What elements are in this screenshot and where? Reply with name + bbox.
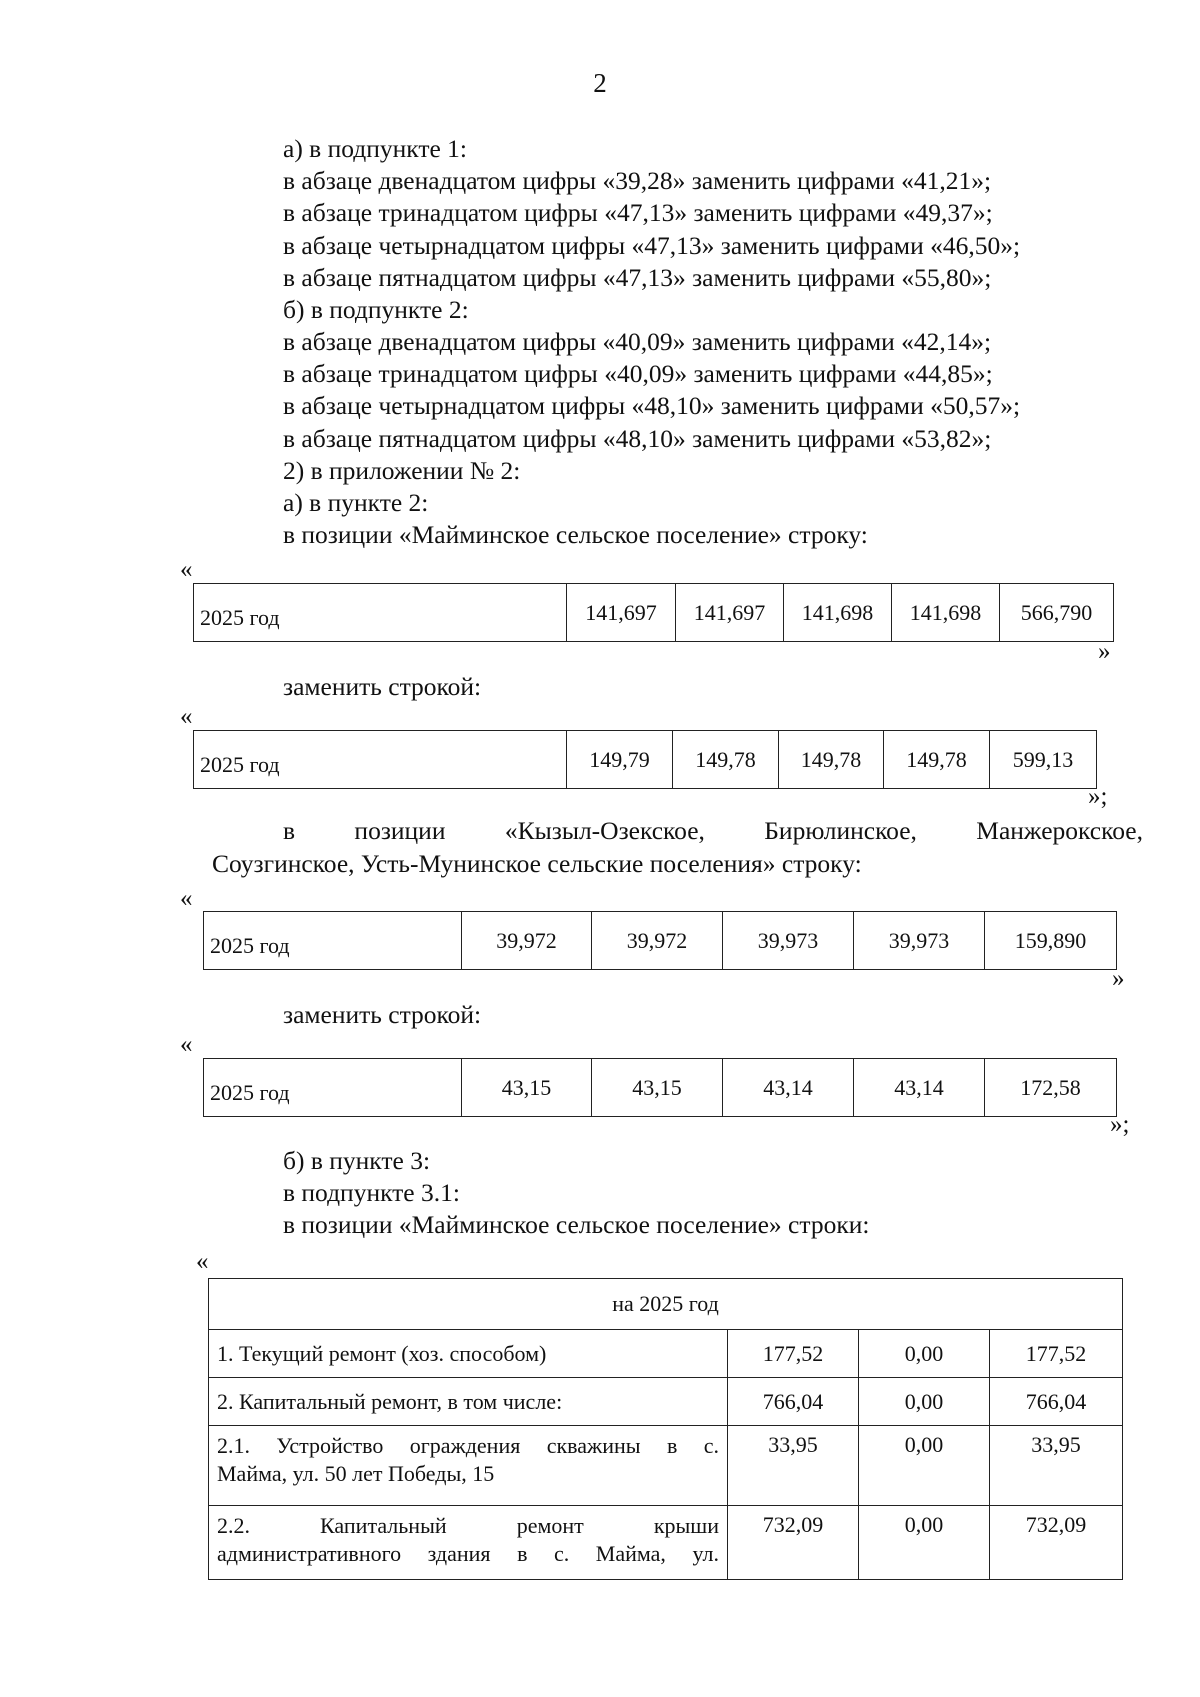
row-name-line: Майма, ул. 50 лет Победы, 15 xyxy=(217,1461,495,1486)
quote-open: « xyxy=(180,885,193,912)
value-cell: 141,698 xyxy=(784,584,892,642)
value-cell: 39,972 xyxy=(592,912,723,970)
paragraph-line: в абзаце двенадцатом цифры «40,09» заменить цифрами «42,14»; xyxy=(283,327,992,356)
quote-close: » xyxy=(1112,965,1125,992)
row-name-line: 2.2. Капитальный ремонт крыши xyxy=(217,1513,719,1538)
paragraph-b-item-3: б) в пункте 3: xyxy=(283,1146,431,1175)
year-cell: 2025 год xyxy=(204,1059,462,1117)
replace-with-label: заменить строкой: xyxy=(283,672,482,701)
paragraph-position-maiminskoe: в позиции «Майминское сельское поселение» строку: xyxy=(283,520,868,549)
value-cell: 141,697 xyxy=(676,584,784,642)
value-cell: 43,15 xyxy=(592,1059,723,1117)
total-cell: 566,790 xyxy=(1000,584,1114,642)
word: «Кызыл-Озекское, xyxy=(504,816,705,845)
quote-open: « xyxy=(180,556,193,583)
row-table-new-settlements xyxy=(203,1058,1117,1117)
word: Манжерокское, xyxy=(976,816,1143,845)
value-cell: 39,973 xyxy=(854,912,985,970)
row-table-old-settlements xyxy=(203,911,1117,970)
quote-open: « xyxy=(180,703,193,730)
table-row xyxy=(194,584,1114,642)
table-row xyxy=(204,912,1117,970)
value-cell: 43,14 xyxy=(854,1059,985,1117)
value-cell: 39,973 xyxy=(723,912,854,970)
value-cell: 0,00 xyxy=(859,1330,990,1378)
word: позиции xyxy=(354,816,446,845)
value-cell: 177,52 xyxy=(728,1330,859,1378)
paragraph-appendix-2: 2) в приложении № 2: xyxy=(283,456,521,485)
total-cell: 599,13 xyxy=(990,731,1097,789)
value-cell: 39,972 xyxy=(462,912,592,970)
year-cell: 2025 год xyxy=(204,912,462,970)
year-cell: 2025 год xyxy=(194,584,567,642)
row-table-new-maiminskoe xyxy=(193,730,1097,789)
paragraph-line: в абзаце пятнадцатом цифры «48,10» заменить цифрами «53,82»; xyxy=(283,424,992,453)
table-header-cell: на 2025 год xyxy=(209,1279,1123,1330)
paragraph-line: в абзаце тринадцатом цифры «40,09» заменить цифрами «44,85»; xyxy=(283,359,993,388)
value-cell: 141,697 xyxy=(567,584,676,642)
paragraph-a-subitem-1: а) в подпункте 1: xyxy=(283,134,468,163)
table-row xyxy=(209,1506,1123,1580)
value-cell: 149,78 xyxy=(884,731,990,789)
value-cell: 149,79 xyxy=(567,731,673,789)
row-name-cell: 1. Текущий ремонт (хоз. способом) xyxy=(209,1330,728,1378)
value-cell: 766,04 xyxy=(728,1378,859,1426)
total-cell: 159,890 xyxy=(985,912,1117,970)
value-cell: 177,52 xyxy=(990,1330,1123,1378)
paragraph-line: в абзаце четырнадцатом цифры «48,10» заменить цифрами «50,57»; xyxy=(283,391,1021,420)
value-cell: 33,95 xyxy=(728,1426,859,1506)
paragraph-position-maiminskoe-rows: в позиции «Майминское сельское поселение» строки: xyxy=(283,1210,870,1239)
value-cell: 0,00 xyxy=(859,1426,990,1506)
quote-open: « xyxy=(196,1248,209,1275)
row-name-line: 2.1. Устройство ограждения скважины в с. xyxy=(217,1433,719,1458)
row-name-cell: 2. Капитальный ремонт, в том числе: xyxy=(209,1378,728,1426)
value-cell: 43,15 xyxy=(462,1059,592,1117)
table-row xyxy=(194,731,1097,789)
row-name-line: административного здания в с. Майма, ул. xyxy=(217,1541,719,1566)
value-cell: 33,95 xyxy=(990,1426,1123,1506)
paragraph-b-subitem-2: б) в подпункте 2: xyxy=(283,295,469,324)
quote-open: « xyxy=(180,1031,193,1058)
paragraph-line: в абзаце четырнадцатом цифры «47,13» заменить цифрами «46,50»; xyxy=(283,231,1021,260)
quote-close-semicolon: »; xyxy=(1110,1111,1130,1138)
value-cell: 149,78 xyxy=(779,731,884,789)
value-cell: 141,698 xyxy=(892,584,1000,642)
word: Бирюлинское, xyxy=(764,816,917,845)
value-cell: 0,00 xyxy=(859,1506,990,1580)
page-number: 2 xyxy=(593,68,607,98)
value-cell: 732,09 xyxy=(990,1506,1123,1580)
replace-with-label: заменить строкой: xyxy=(283,1000,482,1029)
quote-close: » xyxy=(1098,638,1111,665)
value-cell: 0,00 xyxy=(859,1378,990,1426)
table-row xyxy=(204,1059,1117,1117)
row-table-old-maiminskoe xyxy=(193,583,1114,642)
paragraph-position-settlements-line2: Соузгинское, Усть-Мунинское сельские поселения» строку: xyxy=(212,849,862,878)
row-name-cell xyxy=(209,1426,728,1506)
year-cell: 2025 год xyxy=(194,731,567,789)
quote-close-semicolon: »; xyxy=(1088,783,1108,810)
word: в xyxy=(283,816,296,845)
paragraph-position-settlements-line1 xyxy=(283,816,1143,846)
paragraph-subitem-3-1: в подпункте 3.1: xyxy=(283,1178,460,1207)
value-cell: 732,09 xyxy=(728,1506,859,1580)
repairs-table xyxy=(208,1278,1123,1580)
table-row xyxy=(209,1330,1123,1378)
paragraph-line: в абзаце пятнадцатом цифры «47,13» заменить цифрами «55,80»; xyxy=(283,263,992,292)
table-header-row xyxy=(209,1279,1123,1330)
table-row xyxy=(209,1378,1123,1426)
total-cell: 172,58 xyxy=(985,1059,1117,1117)
table-row xyxy=(209,1426,1123,1506)
value-cell: 43,14 xyxy=(723,1059,854,1117)
row-name-cell xyxy=(209,1506,728,1580)
paragraph-line: в абзаце тринадцатом цифры «47,13» заменить цифрами «49,37»; xyxy=(283,198,993,227)
paragraph-line: в абзаце двенадцатом цифры «39,28» заменить цифрами «41,21»; xyxy=(283,166,992,195)
paragraph-a-item-2: а) в пункте 2: xyxy=(283,488,429,517)
value-cell: 766,04 xyxy=(990,1378,1123,1426)
value-cell: 149,78 xyxy=(673,731,779,789)
